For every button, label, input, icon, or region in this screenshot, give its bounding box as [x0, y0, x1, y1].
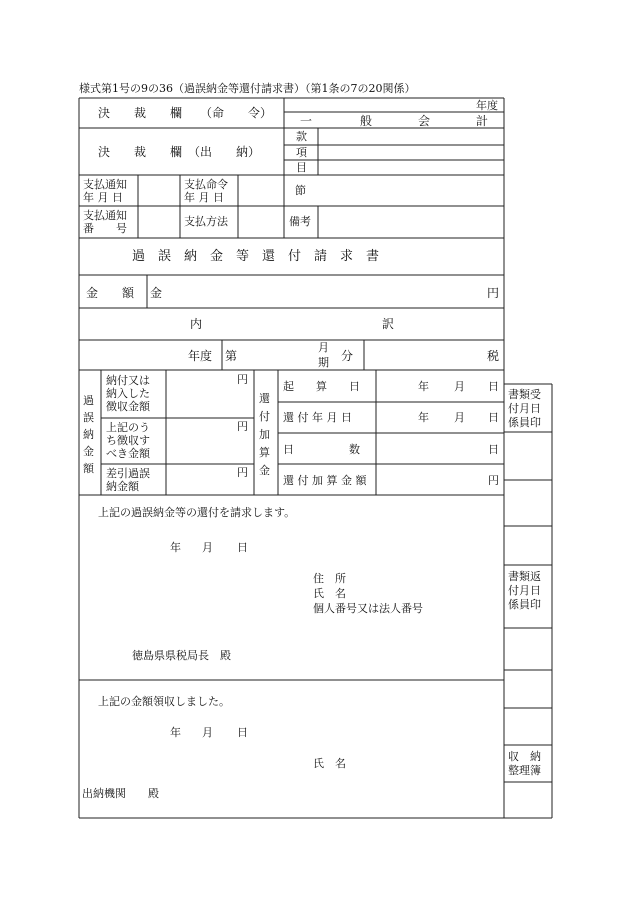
paid-amount-yen: 円 [237, 373, 248, 386]
period-bun: 分 [341, 349, 354, 363]
setsu-label: 節 [295, 184, 306, 197]
general-account-1: 一 [300, 114, 313, 128]
days-unit: 日 [488, 443, 499, 456]
refund-date-label: 還 付 年 月 日 [283, 411, 352, 424]
pay-order-date-label: 支払命令 年 月 日 [184, 178, 228, 204]
receipt-statement: 上記の金額領収しました。 [98, 695, 230, 708]
kou-label: 項 [296, 146, 307, 159]
decision-payment-label: 決 裁 欄 （出 納） [98, 145, 261, 159]
period-tax: 税 [487, 349, 500, 363]
id-number-label: 個人番号又は法人番号 [313, 602, 423, 615]
request-year: 年 [170, 541, 181, 554]
refund-addition-amount-label: 還 付 加 算 金 額 [283, 474, 367, 487]
kan-label: 款 [296, 130, 307, 143]
receipt-year: 年 [170, 726, 181, 739]
request-day: 日 [237, 541, 248, 554]
period-fiscal-year: 年度 [188, 349, 213, 363]
decision-command-label: 決 裁 欄 （命 令） [98, 106, 273, 120]
request-month: 月 [202, 541, 213, 554]
general-account-3: 会 [418, 114, 431, 128]
breakdown-wake: 訳 [382, 317, 395, 331]
pay-method-label: 支払方法 [184, 215, 228, 228]
form-number: 様式第1号の9の36（過誤納金等還付請求書）（第1条の7の20関係） [79, 82, 416, 95]
breakdown-uchi: 内 [190, 317, 203, 331]
diff-amount-label: 差引過誤 納金額 [106, 467, 150, 493]
pay-notice-date-label: 支払通知 年 月 日 [83, 178, 127, 204]
period-month: 月 [318, 341, 329, 354]
refund-date-year: 年 [418, 411, 429, 424]
amount-label: 金 額 [86, 286, 135, 300]
receipt-name-label: 氏 名 [313, 757, 346, 770]
period-term: 期 [318, 356, 329, 369]
days-label: 日 数 [283, 443, 360, 456]
request-addressee: 徳島県県税局長 殿 [132, 649, 231, 662]
request-statement: 上記の過誤納金等の還付を請求します。 [98, 506, 296, 519]
start-date-day: 日 [488, 380, 499, 393]
address-label: 住 所 [313, 572, 346, 585]
receipt-ledger-label: 収 納 整理簿 [508, 750, 541, 777]
general-account-4: 計 [476, 114, 489, 128]
paid-amount-label: 納付又は 納入した 徴収金額 [106, 374, 150, 413]
period-dai: 第 [225, 349, 238, 363]
start-date-month: 月 [454, 380, 465, 393]
start-date-year: 年 [418, 380, 429, 393]
overpayment-vertical-label: 過 誤 納 金 額 [83, 394, 94, 475]
collect-amount-yen: 円 [237, 420, 248, 433]
collect-amount-label: 上記のう ち徴収す べき金額 [106, 421, 150, 460]
document-title: 過 誤 納 金 等 還 付 請 求 書 [132, 249, 380, 264]
receipt-month: 月 [202, 726, 213, 739]
receipt-day: 日 [237, 726, 248, 739]
refund-addition-amount-yen: 円 [488, 474, 499, 487]
moku-label: 目 [296, 161, 307, 174]
refund-addition-vertical-label: 還 付 加 算 金 [259, 392, 270, 477]
document-receive-stamp-label: 書類受 付月日 係員印 [508, 388, 541, 429]
pay-notice-number-label: 支払通知 番 号 [83, 209, 127, 235]
refund-date-day: 日 [488, 411, 499, 424]
general-account-2: 般 [360, 114, 373, 128]
amount-kin: 金 [150, 286, 163, 300]
refund-date-month: 月 [454, 411, 465, 424]
remarks-label: 備考 [289, 215, 311, 228]
fiscal-year-label: 年度 [476, 99, 498, 112]
receipt-addressee: 出納機関 殿 [82, 787, 159, 800]
name-label: 氏 名 [313, 587, 346, 600]
document-return-stamp-label: 書類返 付月日 係員印 [508, 570, 541, 611]
amount-yen: 円 [487, 286, 500, 300]
diff-amount-yen: 円 [237, 466, 248, 479]
start-date-label: 起 算 日 [283, 380, 360, 393]
